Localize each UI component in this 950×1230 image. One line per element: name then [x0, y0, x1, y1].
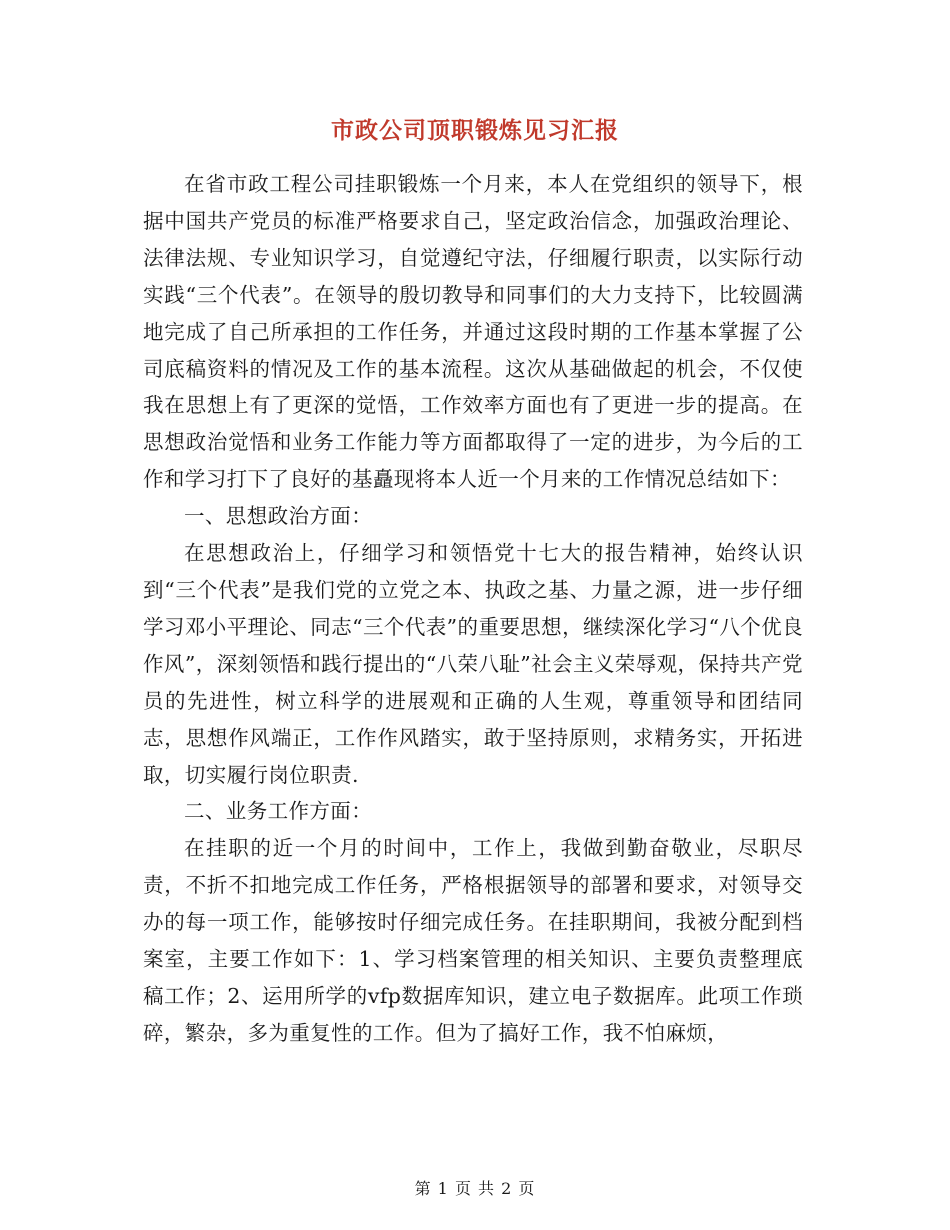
paragraph-political: 在思想政治上，仔细学习和领悟党十七大的报告精神，始终认识到“三个代表”是我们党的立党之本、执政之基、力量之源，进一步仔细学习邓小平理论、同志“三个代表”的重要思想，继续深化学习“八个优良作风”，深刻领悟和践行提出的“八荣八耻”社会主义荣辱观，保持共产党员的先进性，树立科学的进展观和正确的人生观，尊重领导和团结同志，思想作风端正，工作作风踏实，敢于坚持原则，求精务实，开拓进取，切实履行岗位职责. [143, 541, 803, 787]
page-footer: 第 1 页 共 2 页 [414, 1179, 536, 1198]
section-heading-business: 二、业务工作方面： [184, 799, 373, 824]
section-heading-political: 一、思想政治方面： [184, 504, 373, 529]
paragraph-intro: 在省市政工程公司挂职锻炼一个月来，本人在党组织的领导下，根据中国共产党员的标准严格要求自己，坚定政治信念，加强政治理论、法律法规、专业知识学习，自觉遵纪守法，仔细履行职责，以实际行动实践“三个代表”。在领导的殷切教导和同事们的大力支持下，比较圆满地完成了自己所承担的工作任务，并通过这段时期的工作基本掌握了公司底稿资料的情况及工作的基本流程。这次从基础做起的机会，不仅使我在思想上有了更深的觉悟，工作效率方面也有了更进一步的提高。在思想政治觉悟和业务工作能力等方面都取得了一定的进步，为今后的工作和学习打下了良好的基矗现将本人近一个月来的工作情况总结如下： [143, 172, 803, 492]
paragraph-business: 在挂职的近一个月的时间中，工作上，我做到勤奋敬业，尽职尽责，不折不扣地完成工作任务，严格根据领导的部署和要求，对领导交办的每一项工作，能够按时仔细完成任务。在挂职期间，我被分配到档案室，主要工作如下：1、学习档案管理的相关知识、主要负责整理底稿工作；2、运用所学的vfp数据库知识，建立电子数据库。此项工作琐碎，繁杂，多为重复性的工作。但为了搞好工作，我不怕麻烦， [143, 836, 803, 1045]
document-title: 市政公司顶职锻炼见习汇报 [331, 117, 619, 144]
document-body [143, 166, 803, 1052]
